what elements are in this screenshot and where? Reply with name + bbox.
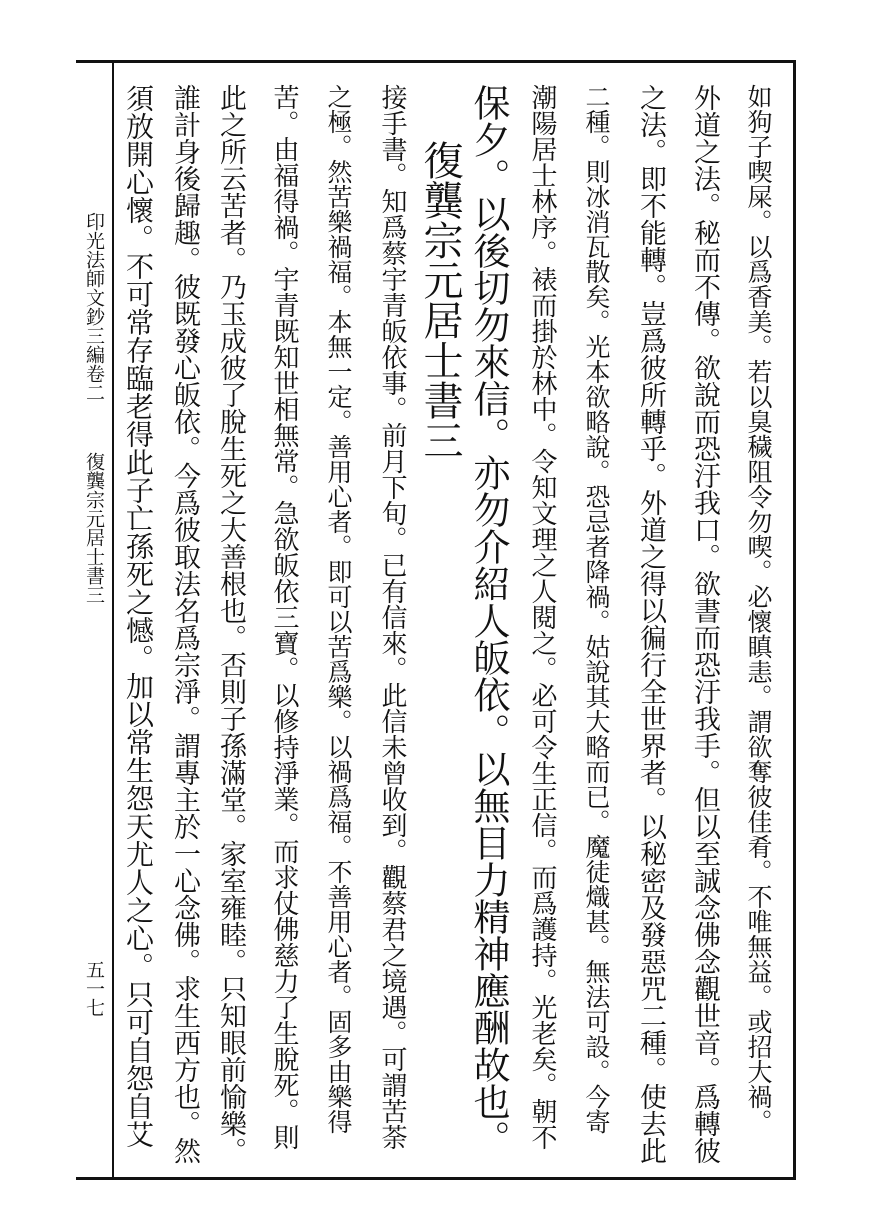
text-column-3: 之法。即不能轉。豈爲彼所轉乎。外道之得以徧行全世界者。以秘密及發惡咒二種。使去此	[635, 84, 666, 1164]
book-title: 印光法師文鈔三編卷二	[83, 212, 105, 402]
text-column-10: 苦。由福得禍。宇青既知世相無常。急欲皈依三寶。以修持淨業。而求仗佛慈力了生脫死。則	[269, 84, 299, 1150]
letter-title: 復龔宗元居士書三	[417, 140, 463, 460]
margin-divider-line	[112, 60, 114, 1180]
text-column-13: 須放開心懷。不可常存臨老得此子亡孫死之憾。加以常生怨天尤人之心。只可自怨自艾	[122, 84, 155, 1148]
text-column-6: 保夕。以後切勿來信。亦勿介紹人皈依。以無目力精神應酬故也。	[467, 84, 510, 1157]
text-column-8: 接手書。知爲蔡宇青皈依事。前月下旬。已有信來。此信未曾收到。觀蔡君之境遇。可謂苦荼	[377, 84, 407, 1150]
page-number: 五一七	[83, 960, 105, 1017]
text-column-4: 二種。則冰消瓦散矣。光本欲略說。恐忌者降禍。姑說其大略而已。魔徒熾甚。無法可設。今寄	[582, 84, 611, 1134]
text-column-9: 之極。然苦樂禍福。本無一定。善用心者。即可以苦爲樂。以禍爲福。不善用心者。固多由樂得	[324, 84, 353, 1134]
text-column-12: 誰計身後歸趣。彼既發心皈依。今爲彼取法名爲宗淨。謂專主於一心念佛。求生西方也。然	[169, 84, 200, 1164]
text-column-2: 外道之法。秘而不傳。欲說而恐汙我口。欲書而恐汙我手。但以至誠念佛念觀世音。爲轉彼	[689, 84, 720, 1164]
text-column-5: 潮陽居士林序。裱而掛於林中。令知文理之人閱之。必可令生正信。而爲護持。光老矣。朝不	[527, 84, 557, 1150]
text-column-1: 如狗子喫屎。以爲香美。若以臭穢阻令勿喫。必懷瞋恚。謂欲奪彼佳肴。不唯無益。或招大禍。	[744, 84, 773, 1134]
text-column-11: 此之所云苦者。乃玉成彼了脫生死之大善根也。否則子孫滿堂。家室雍睦。只知眼前愉樂。	[215, 84, 246, 1164]
section-title: 復龔宗元居士書三	[83, 452, 105, 604]
